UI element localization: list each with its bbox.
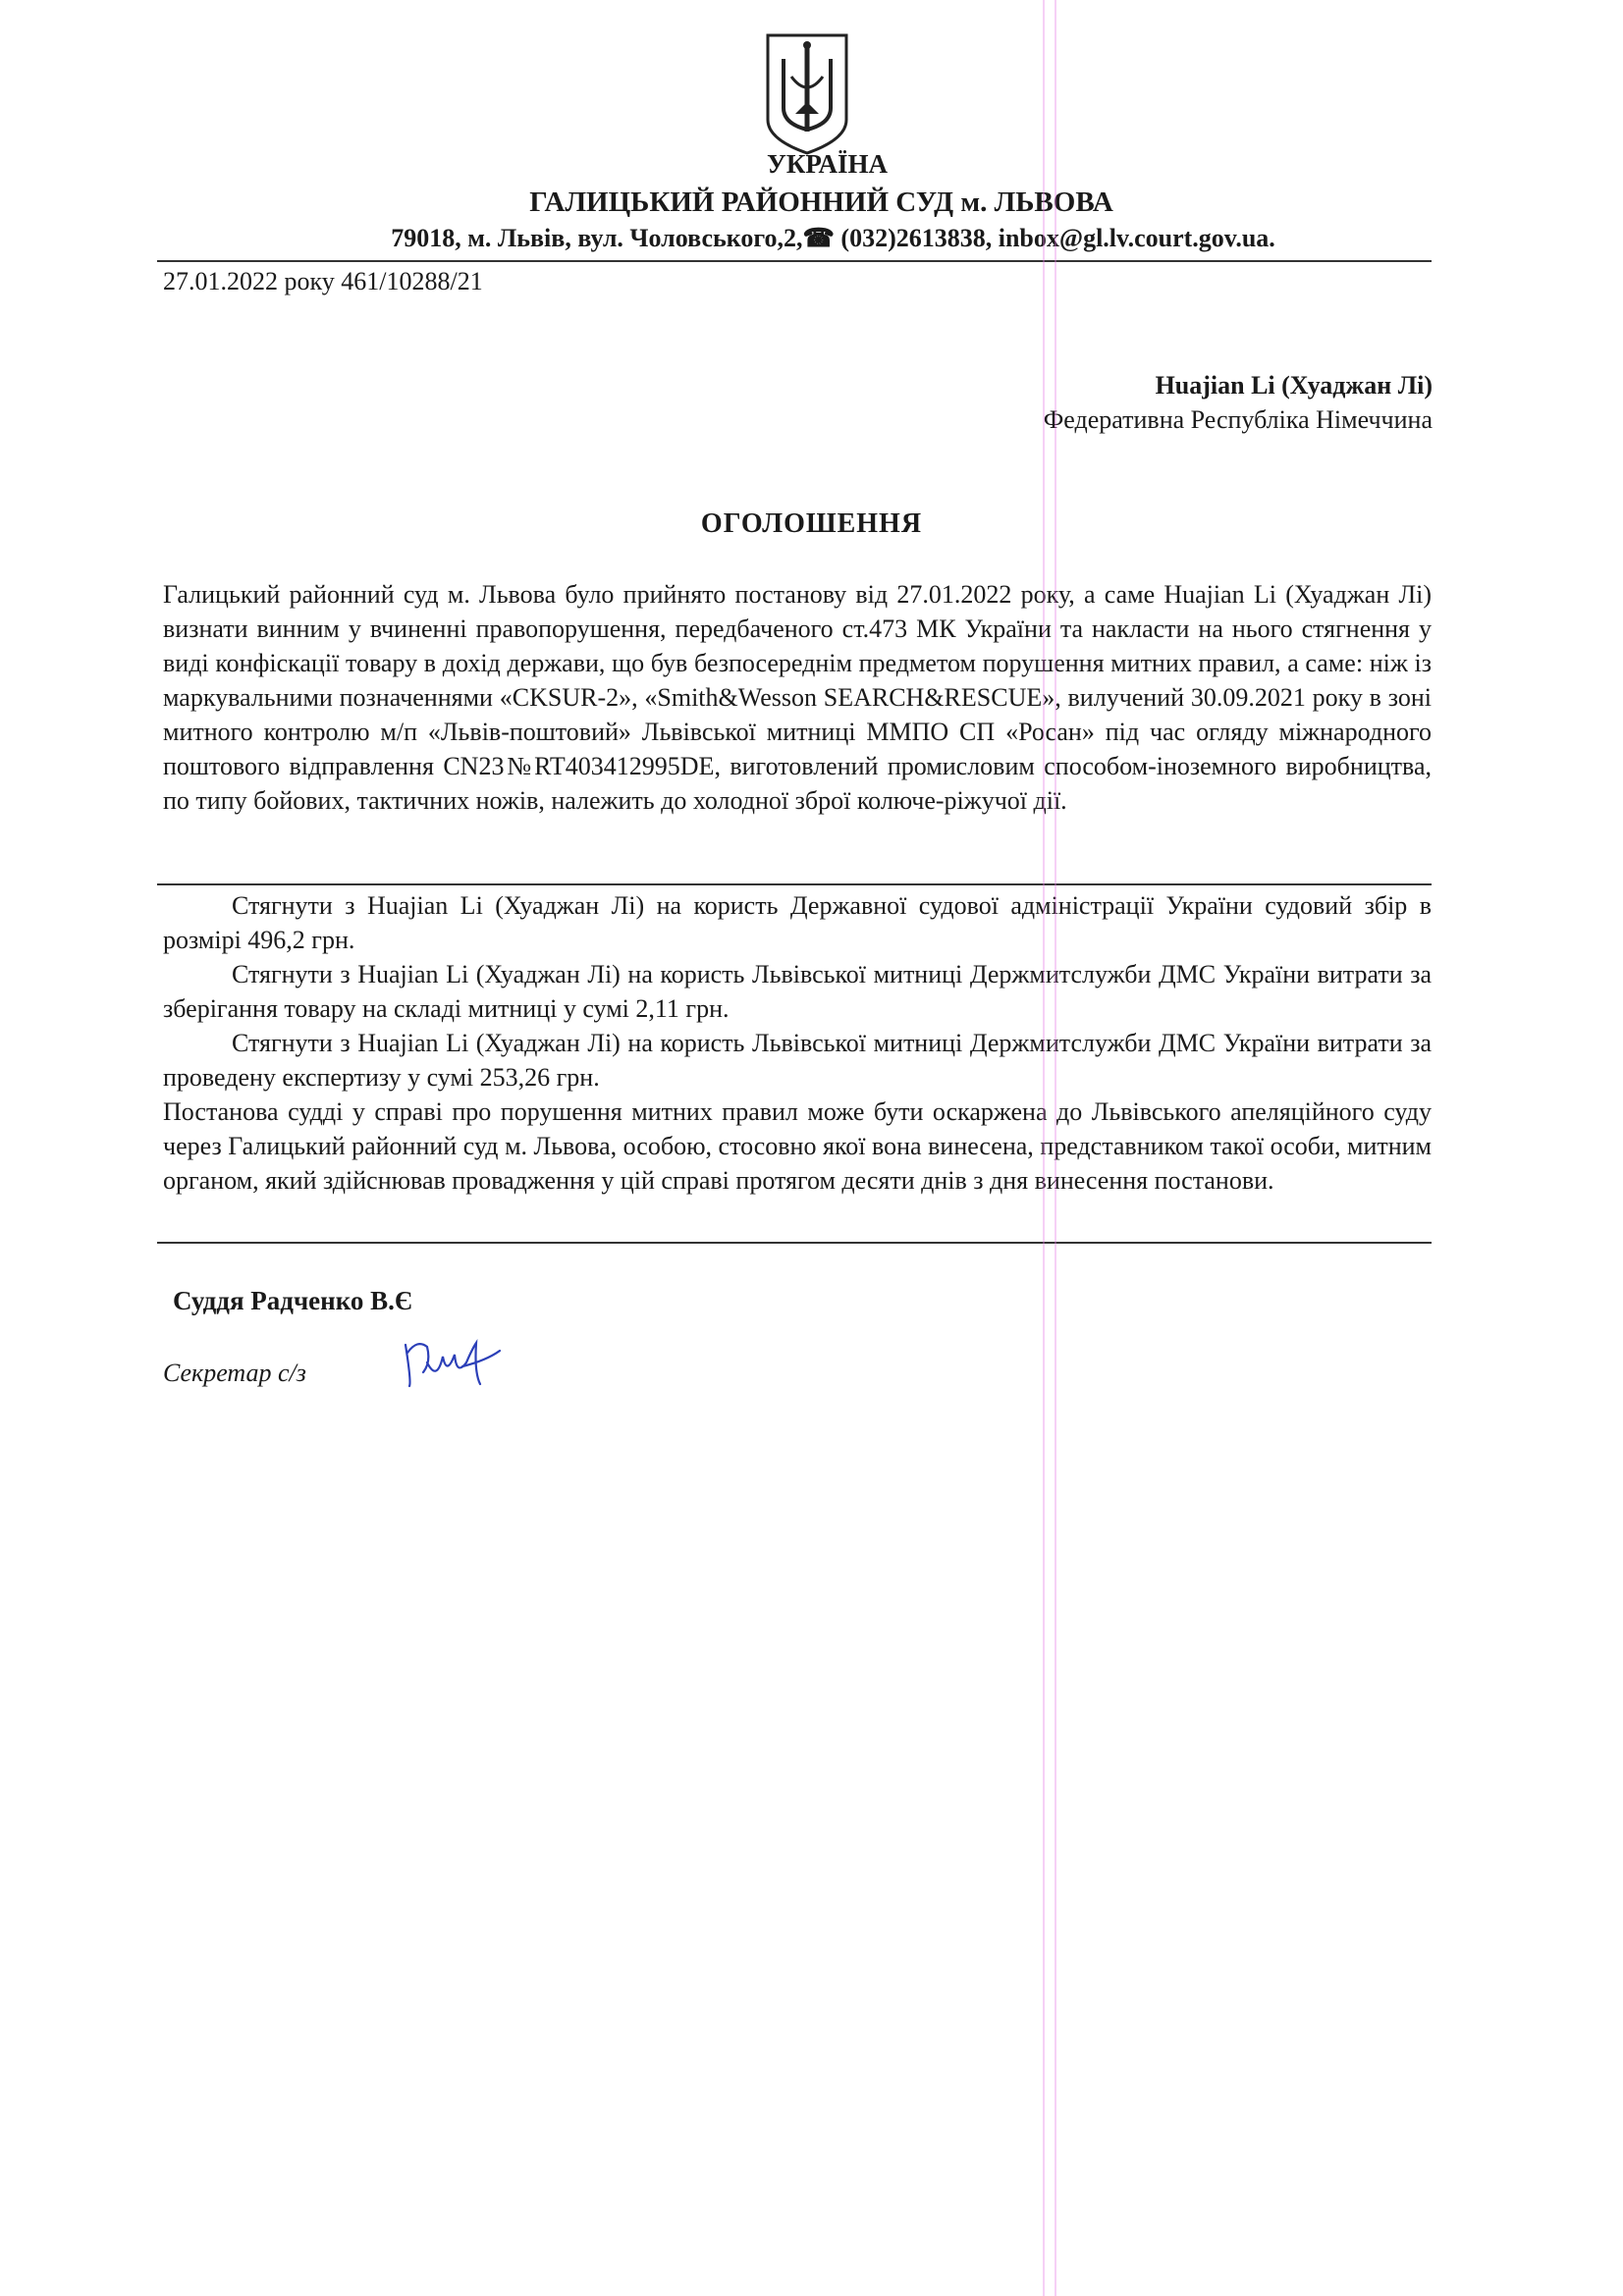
order-item: Стягнути з Huajian Li (Хуаджан Лі) на користь Львівської митниці Держмитслужби ДМС України витрати за проведену експертизу у сумі 253,26 грн. <box>163 1029 1432 1092</box>
header-divider <box>157 260 1432 262</box>
order-item: Стягнути з Huajian Li (Хуаджан Лі) на користь Львівської митниці Держмитслужби ДМС України витрати за зберігання товару на складі митниці у сумі 2,11 грн. <box>163 960 1432 1023</box>
secretary-label: Секретар с/з <box>163 1359 306 1387</box>
decision-paragraph <box>163 577 1432 818</box>
footer-divider <box>157 1242 1432 1244</box>
appeal-paragraph: Постанова судді у справі про порушення митних правил може бути оскаржена до Львівського апеляційного суду через Галицький районний суд м. Львова, особою, стосовно якої вона винесена, представником такої особи, митним органом, який здійснював провадження у цій справі протягом десяти днів з дня винесення постанови. <box>163 1097 1432 1195</box>
judge-name: Суддя Радченко В.Є <box>173 1286 413 1315</box>
scan-artifact <box>1043 0 1045 2296</box>
scan-artifact <box>1055 0 1056 2296</box>
orders-section <box>163 888 1432 1198</box>
decision-text: Галицький районний суд м. Львова було прийнято постанову від 27.01.2022 року, а саме Huajian Li (Хуаджан Лі) визнати винним у вчиненні правопорушення, передбаченого ст.473 МК України та накласти на нього стягнення у виді конфіскації товару в дохід держави, що був безпосереднім предметом порушення митних правил, а саме: ніж із маркувальними позначеннями «CKSUR-2», «Smith&Wesson SEARCH&RESCUE», вилучений 30.09.2021 року в зоні митного контролю м/п «Львів-поштовий» Львівської митниці ММПО СП «Росан» під час огляду міжнародного поштового відправлення CN23№RT403412995DE, виготовлений промисловим способом-іноземного виробництва, по типу бойових, тактичних ножів, належить до холодної зброї колюче-ріжучої дії. <box>163 580 1432 815</box>
recipient-country: Федеративна Республіка Німеччина <box>1043 405 1433 434</box>
trident-emblem-icon <box>762 29 852 157</box>
country-heading: УКРАЇНА <box>767 149 888 179</box>
court-address: 79018, м. Львів, вул. Чоловського,2,☎ (032)2613838, inbox@gl.lv.court.gov.ua. <box>391 224 1275 252</box>
court-name-heading: ГАЛИЦЬКИЙ РАЙОННИЙ СУД м. ЛЬВОВА <box>529 187 1113 218</box>
order-item: Стягнути з Huajian Li (Хуаджан Лі) на користь Державної судової адміністрації України судовий збір в розмірі 496,2 грн. <box>163 891 1432 954</box>
signature-icon <box>398 1333 506 1392</box>
date-case-number: 27.01.2022 року 461/10288/21 <box>163 267 483 295</box>
section-divider <box>157 883 1432 885</box>
recipient-name: Huajian Li (Хуаджан Лі) <box>1155 371 1433 400</box>
document-title: ОГОЛОШЕННЯ <box>700 508 923 539</box>
